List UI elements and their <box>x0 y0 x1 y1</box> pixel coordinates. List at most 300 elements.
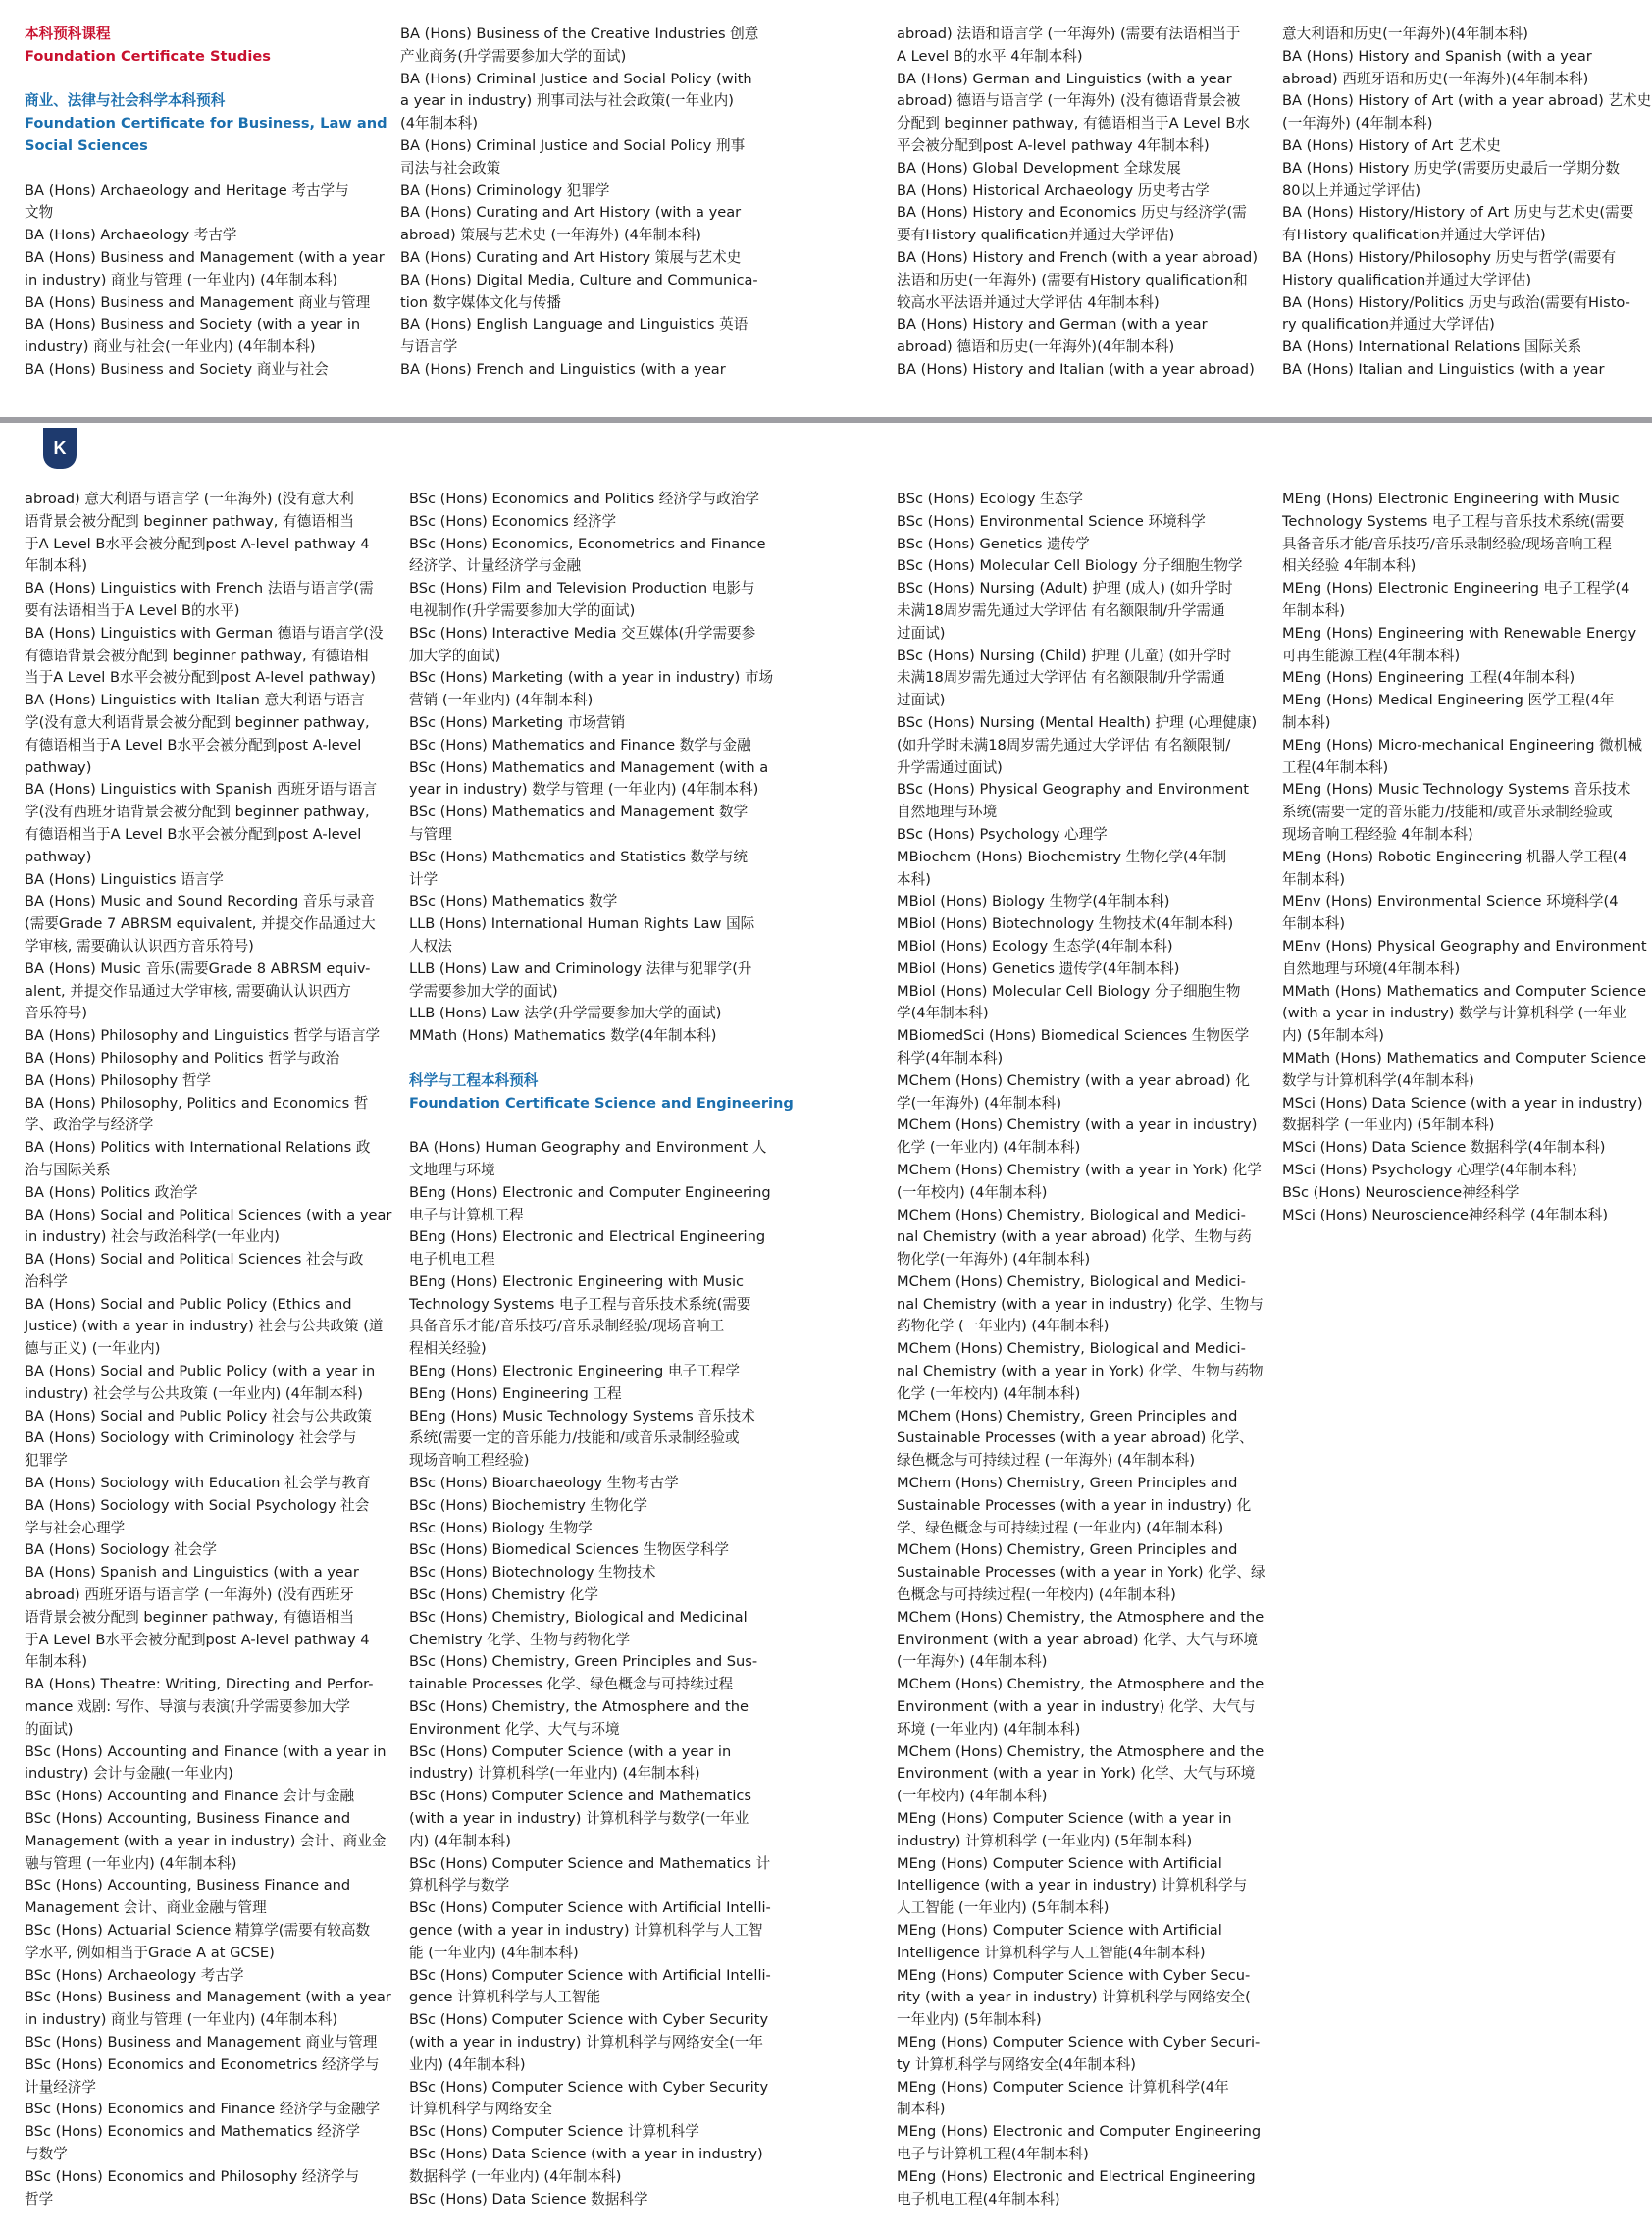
course-line: abroad) 策展与艺术史 (一年海外) (4年制本科) <box>400 227 702 244</box>
course-line: 系统(需要一定的音乐能力/技能和/或音乐录制经验或 <box>1282 804 1613 821</box>
course-line: BA (Hons) Philosophy, Politics and Economics 哲 <box>25 1094 369 1112</box>
course-line: 现场音响工程经验) <box>409 1452 530 1470</box>
course-line: 电子机电工程 <box>409 1251 495 1269</box>
course-line: BSc (Hons) Physical Geography and Environment <box>897 781 1249 799</box>
section-heading: Foundation Certificate Science and Engineering <box>409 1094 794 1112</box>
course-line: MEng (Hons) Computer Science with Cyber Secu- <box>897 1966 1251 1984</box>
course-line: BSc (Hons) Computer Science with Artificial Intelli- <box>409 1966 771 1984</box>
course-line: 文地理与环境 <box>409 1161 495 1178</box>
course-line: abroad) 意大利语与语言学 (一年海外) (没有意大利 <box>25 491 354 507</box>
course-line: 物化学(一年海外) (4年制本科) <box>897 1251 1091 1269</box>
course-line: MChem (Hons) Chemistry, Green Principles and <box>897 1407 1238 1425</box>
course-line: BEng (Hons) Electronic Engineering 电子工程学 <box>409 1363 740 1380</box>
course-line: MChem (Hons) Chemistry, Biological and Medici- <box>897 1340 1246 1358</box>
course-line: nal Chemistry (with a year in industry) 化学、生物与 <box>897 1295 1264 1313</box>
course-line: 内) (5年制本科) <box>1282 1027 1384 1045</box>
course-line: BA (Hons) Philosophy and Politics 哲学与政治 <box>25 1049 340 1066</box>
course-line: BSc (Hons) Archaeology 考古学 <box>25 1966 244 1984</box>
course-line: MBiochem (Hons) Biochemistry 生物化学(4年制 <box>897 848 1227 865</box>
course-line: BSc (Hons) Nursing (Mental Health) 护理 (心理健康) <box>897 713 1258 731</box>
course-line: BEng (Hons) Electronic and Electrical Engineering <box>409 1228 766 1246</box>
course-line: Environment (with a year in York) 化学、大气与环境 <box>897 1765 1256 1783</box>
course-line: MBiol (Hons) Molecular Cell Biology 分子细胞生物 <box>897 982 1241 1000</box>
course-line: abroad) 西班牙语和历史(一年海外)(4年制本科) <box>1282 70 1589 87</box>
course-line: abroad) 西班牙语与语言学 (一年海外) (没有西班牙 <box>25 1586 354 1604</box>
course-line: BSc (Hons) Accounting and Finance (with a year in <box>25 1742 387 1760</box>
course-line: 产业商务(升学需要参加大学的面试) <box>400 47 627 65</box>
course-line: BA (Hons) French and Linguistics (with a year <box>400 360 726 378</box>
course-line: 程相关经验) <box>409 1340 487 1358</box>
course-line: BSc (Hons) Chemistry, the Atmosphere and the <box>409 1698 749 1716</box>
section-heading: 科学与工程本科预科 <box>409 1071 539 1089</box>
course-line: nal Chemistry (with a year in York) 化学、生物与药物 <box>897 1363 1264 1380</box>
course-line: 80以上并通过学评估) <box>1282 182 1421 199</box>
course-line: BSc (Hons) Mathematics and Management 数学 <box>409 804 749 821</box>
course-line: BSc (Hons) Economics and Philosophy 经济学与 <box>25 2167 360 2185</box>
course-line: Management 会计、商业金融与管理 <box>25 1899 267 1917</box>
course-line: 加大学的面试) <box>409 647 501 664</box>
course-line: 于A Level B水平会被分配到post A-level pathway 4 <box>25 1631 370 1648</box>
course-line: 相关经验 4年制本科) <box>1282 557 1417 575</box>
course-line: 计量经济学 <box>25 2078 96 2096</box>
course-line: MSci (Hons) Data Science 数据科学(4年制本科) <box>1282 1139 1606 1157</box>
course-line: 过面试) <box>897 692 946 709</box>
course-line: MMath (Hons) Mathematics and Computer Science <box>1282 1049 1647 1066</box>
course-line: BA (Hons) Linguistics with German 德语与语言学(没 <box>25 624 384 642</box>
course-line: BA (Hons) History/History of Art 历史与艺术史(需要 <box>1282 204 1634 222</box>
course-line: BSc (Hons) Economics and Econometrics 经济学与 <box>25 2055 380 2073</box>
course-line: BSc (Hons) Mathematics and Finance 数学与金融 <box>409 736 751 753</box>
course-line: 电视制作(升学需要参加大学的面试) <box>409 601 636 619</box>
course-line: alent, 并提交作品通过大学审核, 需要确认认识西方 <box>25 982 351 1000</box>
course-line: BA (Hons) Business and Society 商业与社会 <box>25 360 329 378</box>
course-line: 意大利语和历史(一年海外)(4年制本科) <box>1282 26 1528 42</box>
course-line: 本科) <box>897 870 931 888</box>
course-line: BSc (Hons) Economics and Mathematics 经济学 <box>25 2123 360 2141</box>
course-line: BA (Hons) Music 音乐(需要Grade 8 ABRSM equiv- <box>25 960 371 977</box>
course-line: BA (Hons) Business of the Creative Industries 创意 <box>400 26 759 42</box>
course-line: 有德语相当于A Level B水平会被分配到post A-level <box>25 825 362 843</box>
course-line: 一年业内) (5年制本科) <box>897 2011 1042 2029</box>
course-line: 环境 (一年业内) (4年制本科) <box>897 1720 1081 1738</box>
course-line: BSc (Hons) Biotechnology 生物技术 <box>409 1564 656 1582</box>
course-line: LLB (Hons) International Human Rights Law 国际 <box>409 915 755 933</box>
course-line: MMath (Hons) Mathematics and Computer Science <box>1282 982 1647 1000</box>
course-line: 分配到 beginner pathway, 有德语相当于A Level B水 <box>897 115 1251 132</box>
course-line: BSc (Hons) Economics, Econometrics and Finance <box>409 535 766 552</box>
course-line: BSc (Hons) Business and Management 商业与管理 <box>25 2033 378 2051</box>
course-line: BSc (Hons) Neuroscience神经科学 <box>1282 1183 1520 1201</box>
course-line: BSc (Hons) Nursing (Adult) 护理 (成人) (如升学时 <box>897 580 1233 597</box>
course-line: Technology Systems 电子工程与音乐技术系统(需要 <box>1282 512 1625 530</box>
course-line: Sustainable Processes (with a year in York) 化学、绿 <box>897 1564 1265 1582</box>
course-line: MBiol (Hons) Genetics 遗传学(4年制本科) <box>897 960 1180 977</box>
course-line: 学(一年海外) (4年制本科) <box>897 1094 1062 1112</box>
course-line: BA (Hons) Business and Society (with a year in <box>25 316 361 334</box>
course-line: 犯罪学 <box>25 1452 68 1470</box>
course-line: BA (Hons) Social and Public Policy (Ethics and <box>25 1295 352 1313</box>
course-line: (with a year in industry) 计算机科学与网络安全(一年 <box>409 2033 763 2051</box>
course-line: BA (Hons) Philosophy 哲学 <box>25 1071 212 1089</box>
course-line: MEng (Hons) Electronic and Electrical Engineering <box>897 2167 1256 2185</box>
course-line: MChem (Hons) Chemistry (with a year abroad) 化 <box>897 1071 1250 1089</box>
course-line: 语背景会被分配到 beginner pathway, 有德语相当 <box>25 512 355 530</box>
course-line: (一年校内) (4年制本科) <box>897 1183 1048 1201</box>
bottom-column-2 <box>409 489 794 2210</box>
course-line: (如升学时未满18周岁需先通过大学评估 有名额限制/ <box>897 736 1231 753</box>
course-line: BSc (Hons) Ecology 生态学 <box>897 491 1083 507</box>
course-line: 法语和历史(一年海外) (需要有History qualification和 <box>897 271 1248 288</box>
bottom-column-4 <box>1282 489 1645 1226</box>
course-line: pathway) <box>25 758 92 776</box>
course-line: 文物 <box>25 204 54 222</box>
course-line: 内) (4年制本科) <box>409 1832 511 1849</box>
course-line: BA (Hons) Linguistics 语言学 <box>25 870 224 888</box>
course-line: BA (Hons) Sociology 社会学 <box>25 1541 217 1559</box>
course-line: 治科学 <box>25 1272 68 1290</box>
course-line: 数据科学 (一年业内) (5年制本科) <box>1282 1116 1495 1134</box>
course-line: BSc (Hons) Computer Science and Mathematics 计 <box>409 1854 771 1872</box>
course-line: BSc (Hons) Computer Science and Mathematics <box>409 1788 752 1805</box>
course-line: 可再生能源工程(4年制本科) <box>1282 647 1461 664</box>
course-line: 自然地理与环境(4年制本科) <box>1282 960 1461 977</box>
course-line: Intelligence 计算机科学与人工智能(4年制本科) <box>897 1944 1206 1961</box>
course-line: (with a year in industry) 计算机科学与数学(一年业 <box>409 1810 749 1828</box>
course-line: 学审核, 需要确认认识西方音乐符号) <box>25 937 254 955</box>
course-line: BA (Hons) Curating and Art History (with a year <box>400 204 742 222</box>
course-line: BSc (Hons) Accounting, Business Finance and <box>25 1810 351 1828</box>
course-line: 计学 <box>409 870 439 888</box>
blank-line <box>25 69 387 91</box>
course-line: 融与管理 (一年业内) (4年制本科) <box>25 1854 237 1872</box>
course-line: Sustainable Processes (with a year in industry) 化 <box>897 1496 1252 1514</box>
course-line: 学需要参加大学的面试) <box>409 982 558 1000</box>
course-line: 与数学 <box>25 2145 68 2162</box>
course-line: BSc (Hons) Accounting, Business Finance and <box>25 1877 351 1895</box>
course-line: tion 数字媒体文化与传播 <box>400 293 561 311</box>
course-line: pathway) <box>25 848 92 865</box>
course-line: 未满18周岁需先通过大学评估 有名额限制/升学需通 <box>897 601 1225 619</box>
course-line: 学、政治学与经济学 <box>25 1116 154 1134</box>
course-line: 经济学、计量经济学与金融 <box>409 557 582 575</box>
course-line: industry) 计算机科学 (一年业内) (5年制本科) <box>897 1832 1193 1849</box>
course-line: 较高水平法语并通过大学评估 4年制本科) <box>897 293 1160 311</box>
course-line: 能 (一年业内) (4年制本科) <box>409 1944 579 1961</box>
course-line: MSci (Hons) Neuroscience神经科学 (4年制本科) <box>1282 1206 1609 1223</box>
course-line: abroad) 法语和语言学 (一年海外) (需要有法语相当于 <box>897 26 1241 42</box>
course-line: 的面试) <box>25 1720 74 1738</box>
course-line: 自然地理与环境 <box>897 804 998 821</box>
course-line: BSc (Hons) Biochemistry 生物化学 <box>409 1496 647 1514</box>
course-line: BSc (Hons) Marketing (with a year in industry) 市场 <box>409 669 774 687</box>
course-line: 化学 (一年业内) (4年制本科) <box>897 1139 1081 1157</box>
course-line: MEng (Hons) Micro-mechanical Engineering 微机械 <box>1282 736 1642 753</box>
course-line: BA (Hons) Criminal Justice and Social Policy 刑事 <box>400 136 746 154</box>
course-line: BA (Hons) History of Art (with a year abroad) 艺术史 <box>1282 92 1652 110</box>
course-line: 学水平, 例如相当于Grade A at GCSE) <box>25 1944 275 1961</box>
course-line: gence 计算机科学与人工智能 <box>409 1989 601 2006</box>
course-line: nal Chemistry (with a year abroad) 化学、生物与药 <box>897 1228 1252 1246</box>
course-line: BA (Hons) Sociology with Education 社会学与教育 <box>25 1475 371 1492</box>
course-line: MEng (Hons) Computer Science with Cyber Securi- <box>897 2033 1261 2051</box>
course-line: mance 戏剧: 写作、导演与表演(升学需要参加大学 <box>25 1698 350 1716</box>
course-line: MEng (Hons) Computer Science with Artificial <box>897 1854 1222 1872</box>
course-line: MBiol (Hons) Ecology 生态学(4年制本科) <box>897 937 1173 955</box>
course-line: 音乐符号) <box>25 1005 88 1022</box>
course-line: MEng (Hons) Music Technology Systems 音乐技术 <box>1282 781 1631 799</box>
course-line: BA (Hons) Curating and Art History 策展与艺术史 <box>400 248 742 266</box>
course-line: BA (Hons) Global Development 全球发展 <box>897 159 1181 177</box>
course-line: 人权法 <box>409 937 452 955</box>
course-line: BA (Hons) Sociology with Social Psychology 社会 <box>25 1496 370 1514</box>
course-line: MBiomedSci (Hons) Biomedical Sciences 生物医学 <box>897 1027 1250 1045</box>
course-line: 电子机电工程(4年制本科) <box>897 2190 1060 2207</box>
course-line: BA (Hons) Politics with International Relations 政 <box>25 1139 371 1157</box>
logo-letter: K <box>53 439 67 458</box>
university-logo <box>43 428 77 469</box>
course-line: Environment (with a year abroad) 化学、大气与环境 <box>897 1631 1259 1648</box>
course-line: BA (Hons) German and Linguistics (with a year <box>897 70 1232 87</box>
course-line: BSc (Hons) Computer Science with Cyber Security <box>409 2011 769 2029</box>
section-heading: 本科预科课程 <box>25 26 111 42</box>
course-line: in industry) 社会与政治科学(一年业内) <box>25 1228 280 1246</box>
course-line: 学与社会心理学 <box>25 1519 126 1536</box>
course-line: MEnv (Hons) Physical Geography and Environment <box>1282 937 1647 955</box>
course-line: MEng (Hons) Engineering with Renewable Energy <box>1282 624 1637 642</box>
course-line: MChem (Hons) Chemistry (with a year in industry) <box>897 1116 1258 1134</box>
course-line: 电子与计算机工程 <box>409 1206 524 1223</box>
course-line: BSc (Hons) Data Science (with a year in industry) <box>409 2145 763 2162</box>
course-line: 与语言学 <box>400 338 458 356</box>
course-line: MEng (Hons) Engineering 工程(4年制本科) <box>1282 669 1575 687</box>
course-line: BA (Hons) Business and Management (with a year <box>25 248 385 266</box>
course-line: BEng (Hons) Electronic Engineering with Music <box>409 1272 745 1290</box>
course-line: LLB (Hons) Law 法学(升学需要参加大学的面试) <box>409 1005 722 1022</box>
course-line: BA (Hons) English Language and Linguistics 英语 <box>400 316 749 334</box>
course-line: BSc (Hons) Mathematics and Statistics 数学与统 <box>409 848 748 865</box>
course-line: Technology Systems 电子工程与音乐技术系统(需要 <box>409 1295 751 1313</box>
course-line: a year in industry) 刑事司法与社会政策(一年业内) <box>400 92 734 110</box>
course-line: BSc (Hons) Bioarchaeology 生物考古学 <box>409 1475 679 1492</box>
course-line: MEng (Hons) Electronic and Computer Engineering <box>897 2123 1262 2141</box>
course-line: BA (Hons) Music and Sound Recording 音乐与录音 <box>25 893 375 910</box>
course-line: MMath (Hons) Mathematics 数学(4年制本科) <box>409 1027 717 1045</box>
course-line: 德与正义) (一年业内) <box>25 1340 161 1358</box>
course-line: BSc (Hons) Biology 生物学 <box>409 1519 593 1536</box>
course-line: BSc (Hons) Nursing (Child) 护理 (儿童) (如升学时 <box>897 647 1232 664</box>
course-line: 有德语相当于A Level B水平会被分配到post A-level <box>25 736 362 753</box>
course-line: BA (Hons) Spanish and Linguistics (with a year <box>25 1564 359 1582</box>
section-heading: Foundation Certificate Studies <box>25 47 271 65</box>
course-line: A Level B的水平 4年制本科) <box>897 47 1083 65</box>
course-line: (一年海外) (4年制本科) <box>1282 115 1433 132</box>
course-line: BSc (Hons) Computer Science (with a year in <box>409 1742 732 1760</box>
course-line: 现场音响工程经验 4年制本科) <box>1282 825 1473 843</box>
course-line: BSc (Hons) Economics and Politics 经济学与政治学 <box>409 491 759 507</box>
course-line: 业内) (4年制本科) <box>409 2055 526 2073</box>
course-line: BSc (Hons) Computer Science with Cyber Security <box>409 2078 769 2096</box>
course-line: in industry) 商业与管理 (一年业内) (4年制本科) <box>25 2011 338 2029</box>
course-line: (需要Grade 7 ABRSM equivalent, 并提交作品通过大 <box>25 915 376 933</box>
section-heading: 商业、法律与社会科学本科预科 <box>25 92 226 110</box>
course-line: BSc (Hons) Chemistry 化学 <box>409 1586 598 1604</box>
course-line: BSc (Hons) Business and Management (with a year <box>25 1989 391 2006</box>
course-line: BSc (Hons) Biomedical Sciences 生物医学科学 <box>409 1541 730 1559</box>
course-line: BA (Hons) Criminology 犯罪学 <box>400 182 610 199</box>
course-line: Management (with a year in industry) 会计、商业金 <box>25 1832 387 1849</box>
course-line: BEng (Hons) Music Technology Systems 音乐技术 <box>409 1407 755 1425</box>
course-line: industry) 社会学与公共政策 (一年业内) (4年制本科) <box>25 1384 363 1402</box>
course-line: 药物化学 (一年业内) (4年制本科) <box>897 1318 1110 1335</box>
course-line: BA (Hons) History/Philosophy 历史与哲学(需要有 <box>1282 248 1617 266</box>
course-line: Environment (with a year in industry) 化学、大气与 <box>897 1698 1256 1716</box>
course-line: MChem (Hons) Chemistry (with a year in York) 化学 <box>897 1161 1262 1178</box>
course-line: BA (Hons) History/Politics 历史与政治(需要有Histo- <box>1282 293 1630 311</box>
course-line: MChem (Hons) Chemistry, Green Principles and <box>897 1541 1238 1559</box>
course-line: 具备音乐才能/音乐技巧/音乐录制经验/现场音响工程 <box>1282 535 1612 552</box>
course-line: MSci (Hons) Psychology 心理学(4年制本科) <box>1282 1161 1577 1178</box>
course-line: 学、绿色概念与可持续过程 (一年业内) (4年制本科) <box>897 1519 1224 1536</box>
course-line: BA (Hons) History 历史学(需要历史最后一学期分数 <box>1282 159 1620 177</box>
course-line: Justice) (with a year in industry) 社会与公共政策 (道 <box>25 1318 384 1335</box>
course-line: tainable Processes 化学、绿色概念与可持续过程 <box>409 1676 734 1693</box>
section-heading: Social Sciences <box>25 136 148 154</box>
course-line: MEng (Hons) Electronic Engineering with Music <box>1282 491 1620 507</box>
course-line: Sustainable Processes (with a year abroad) 化学、 <box>897 1429 1254 1447</box>
course-line: MBiol (Hons) Biology 生物学(4年制本科) <box>897 893 1170 910</box>
course-line: BA (Hons) History and German (with a year <box>897 316 1208 334</box>
course-line: BA (Hons) Criminal Justice and Social Policy (with <box>400 70 752 87</box>
course-line: BA (Hons) Politics 政治学 <box>25 1183 198 1201</box>
course-line: 年制本科) <box>1282 915 1346 933</box>
course-line: ty 计算机科学与网络安全(4年制本科) <box>897 2055 1136 2073</box>
course-line: BA (Hons) Archaeology and Heritage 考古学与 <box>25 182 349 199</box>
course-line: MBiol (Hons) Biotechnology 生物技术(4年制本科) <box>897 915 1234 933</box>
blank-line <box>409 1048 782 1070</box>
top-column-4 <box>1282 24 1652 382</box>
course-line: BSc (Hons) Accounting and Finance 会计与金融 <box>25 1788 355 1805</box>
course-line: MEng (Hons) Robotic Engineering 机器人学工程(4 <box>1282 848 1627 865</box>
course-line: abroad) 德语和历史(一年海外)(4年制本科) <box>897 338 1175 356</box>
course-line: BA (Hons) Social and Political Sciences (with a year <box>25 1206 392 1223</box>
course-line: 哲学 <box>25 2190 54 2207</box>
course-line: 学(没有西班牙语背景会被分配到 beginner pathway, <box>25 804 370 821</box>
course-line: 过面试) <box>897 624 946 642</box>
course-line: 要有History qualification并通过大学评估) <box>897 227 1175 244</box>
course-line: MEng (Hons) Computer Science with Artificial <box>897 1922 1222 1939</box>
course-line: 有德语背景会被分配到 beginner pathway, 有德语相 <box>25 647 369 664</box>
course-line: in industry) 商业与管理 (一年业内) (4年制本科) <box>25 271 338 288</box>
course-line: MChem (Hons) Chemistry, the Atmosphere and the <box>897 1742 1265 1760</box>
course-line: 司法与社会政策 <box>400 159 501 177</box>
course-line: gence (with a year in industry) 计算机科学与人工智 <box>409 1922 763 1939</box>
top-column-3 <box>897 24 1260 382</box>
section-divider <box>0 417 1652 423</box>
course-line: BA (Hons) Business and Management 商业与管理 <box>25 293 371 311</box>
course-line: abroad) 德语与语言学 (一年海外) (没有德语背景会被 <box>897 92 1241 110</box>
course-line: (with a year in industry) 数学与计算机科学 (一年业 <box>1282 1005 1626 1022</box>
course-line: BEng (Hons) Electronic and Computer Engineering <box>409 1183 771 1201</box>
course-line: MSci (Hons) Data Science (with a year in industry) <box>1282 1094 1643 1112</box>
course-line: 制本科) <box>1282 713 1331 731</box>
course-line: rity (with a year in industry) 计算机科学与网络安全( <box>897 1989 1251 2006</box>
course-line: BA (Hons) Italian and Linguistics (with a year <box>1282 360 1605 378</box>
course-line: BA (Hons) Philosophy and Linguistics 哲学与语言学 <box>25 1027 381 1045</box>
top-column-2 <box>400 24 773 382</box>
course-line: BSc (Hons) Genetics 遗传学 <box>897 535 1090 552</box>
course-line: BSc (Hons) Interactive Media 交互媒体(升学需要参 <box>409 624 756 642</box>
course-line: 与管理 <box>409 825 452 843</box>
course-line: MEng (Hons) Computer Science 计算机科学(4年 <box>897 2078 1229 2096</box>
course-line: BA (Hons) Social and Public Policy (with a year in <box>25 1363 376 1380</box>
course-line: BSc (Hons) Actuarial Science 精算学(需要有较高数 <box>25 1922 371 1939</box>
course-line: 未满18周岁需先通过大学评估 有名额限制/升学需通 <box>897 669 1225 687</box>
course-line: BSc (Hons) Economics and Finance 经济学与金融学 <box>25 2101 381 2118</box>
course-line: 具备音乐才能/音乐技巧/音乐录制经验/现场音响工 <box>409 1318 725 1335</box>
course-line: industry) 计算机科学(一年业内) (4年制本科) <box>409 1765 700 1783</box>
course-line: MChem (Hons) Chemistry, the Atmosphere and the <box>897 1608 1265 1626</box>
course-line: BA (Hons) History and Economics 历史与经济学(需 <box>897 204 1247 222</box>
course-line: 算机科学与数学 <box>409 1877 510 1895</box>
course-line: BSc (Hons) Molecular Cell Biology 分子细胞生物学 <box>897 557 1243 575</box>
course-line: ry qualification并通过大学评估) <box>1282 316 1495 334</box>
course-line: (4年制本科) <box>400 115 479 132</box>
course-line: (一年校内) (4年制本科) <box>897 1788 1048 1805</box>
course-line: BSc (Hons) Marketing 市场营销 <box>409 713 626 731</box>
course-line: LLB (Hons) Law and Criminology 法律与犯罪学(升 <box>409 960 752 977</box>
course-line: 当于A Level B水平会被分配到post A-level pathway) <box>25 669 376 687</box>
course-line: History qualification并通过大学评估) <box>1282 271 1532 288</box>
course-line: 有History qualification并通过大学评估) <box>1282 227 1546 244</box>
course-line: MEng (Hons) Computer Science (with a year in <box>897 1810 1232 1828</box>
course-line: BSc (Hons) Computer Science 计算机科学 <box>409 2123 699 2141</box>
course-line: MChem (Hons) Chemistry, Biological and Medici- <box>897 1272 1246 1290</box>
course-line: BA (Hons) History and French (with a year abroad) <box>897 248 1259 266</box>
course-line: industry) 会计与金融(一年业内) <box>25 1765 233 1783</box>
course-line: 数学与计算机科学(4年制本科) <box>1282 1071 1474 1089</box>
course-line: 科学(4年制本科) <box>897 1049 1004 1066</box>
course-line: Intelligence (with a year in industry) 计算机科学与 <box>897 1877 1248 1895</box>
course-line: Chemistry 化学、生物与药物化学 <box>409 1631 631 1648</box>
course-line: 年制本科) <box>1282 601 1346 619</box>
bottom-column-3 <box>897 489 1269 2210</box>
course-line: MChem (Hons) Chemistry, Green Principles and <box>897 1475 1238 1492</box>
course-line: 数据科学 (一年业内) (4年制本科) <box>409 2167 622 2185</box>
course-line: BA (Hons) Archaeology 考古学 <box>25 227 237 244</box>
course-line: BA (Hons) Linguistics with Spanish 西班牙语与语言 <box>25 781 378 799</box>
course-line: MEng (Hons) Electronic Engineering 电子工程学(4 <box>1282 580 1630 597</box>
course-line: BA (Hons) History and Spanish (with a year <box>1282 47 1592 65</box>
course-line: BSc (Hons) Film and Television Production 电影与 <box>409 580 755 597</box>
course-line: Environment 化学、大气与环境 <box>409 1720 620 1738</box>
section-heading: Foundation Certificate for Business, Law and <box>25 115 387 132</box>
course-line: industry) 商业与社会(一年业内) (4年制本科) <box>25 338 316 356</box>
course-line: 绿色概念与可持续过程 (一年海外) (4年制本科) <box>897 1452 1196 1470</box>
course-line: BA (Hons) Social and Political Sciences 社会与政 <box>25 1251 364 1269</box>
course-line: BSc (Hons) Chemistry, Green Principles and Sus- <box>409 1653 758 1671</box>
course-line: BSc (Hons) Economics 经济学 <box>409 512 617 530</box>
course-line: BA (Hons) History and Italian (with a year abroad) <box>897 360 1255 378</box>
course-line: 要有法语相当于A Level B的水平) <box>25 601 240 619</box>
course-line: BEng (Hons) Engineering 工程 <box>409 1384 622 1402</box>
course-line: 于A Level B水平会被分配到post A-level pathway 4 <box>25 535 370 552</box>
course-line: 学(没有意大利语背景会被分配到 beginner pathway, <box>25 713 370 731</box>
course-line: MEnv (Hons) Environmental Science 环境科学(4 <box>1282 893 1619 910</box>
course-line: BA (Hons) Theatre: Writing, Directing and Perfor- <box>25 1676 374 1693</box>
course-line: 语背景会被分配到 beginner pathway, 有德语相当 <box>25 1608 355 1626</box>
course-line: 学(4年制本科) <box>897 1005 989 1022</box>
course-line: 工程(4年制本科) <box>1282 758 1389 776</box>
